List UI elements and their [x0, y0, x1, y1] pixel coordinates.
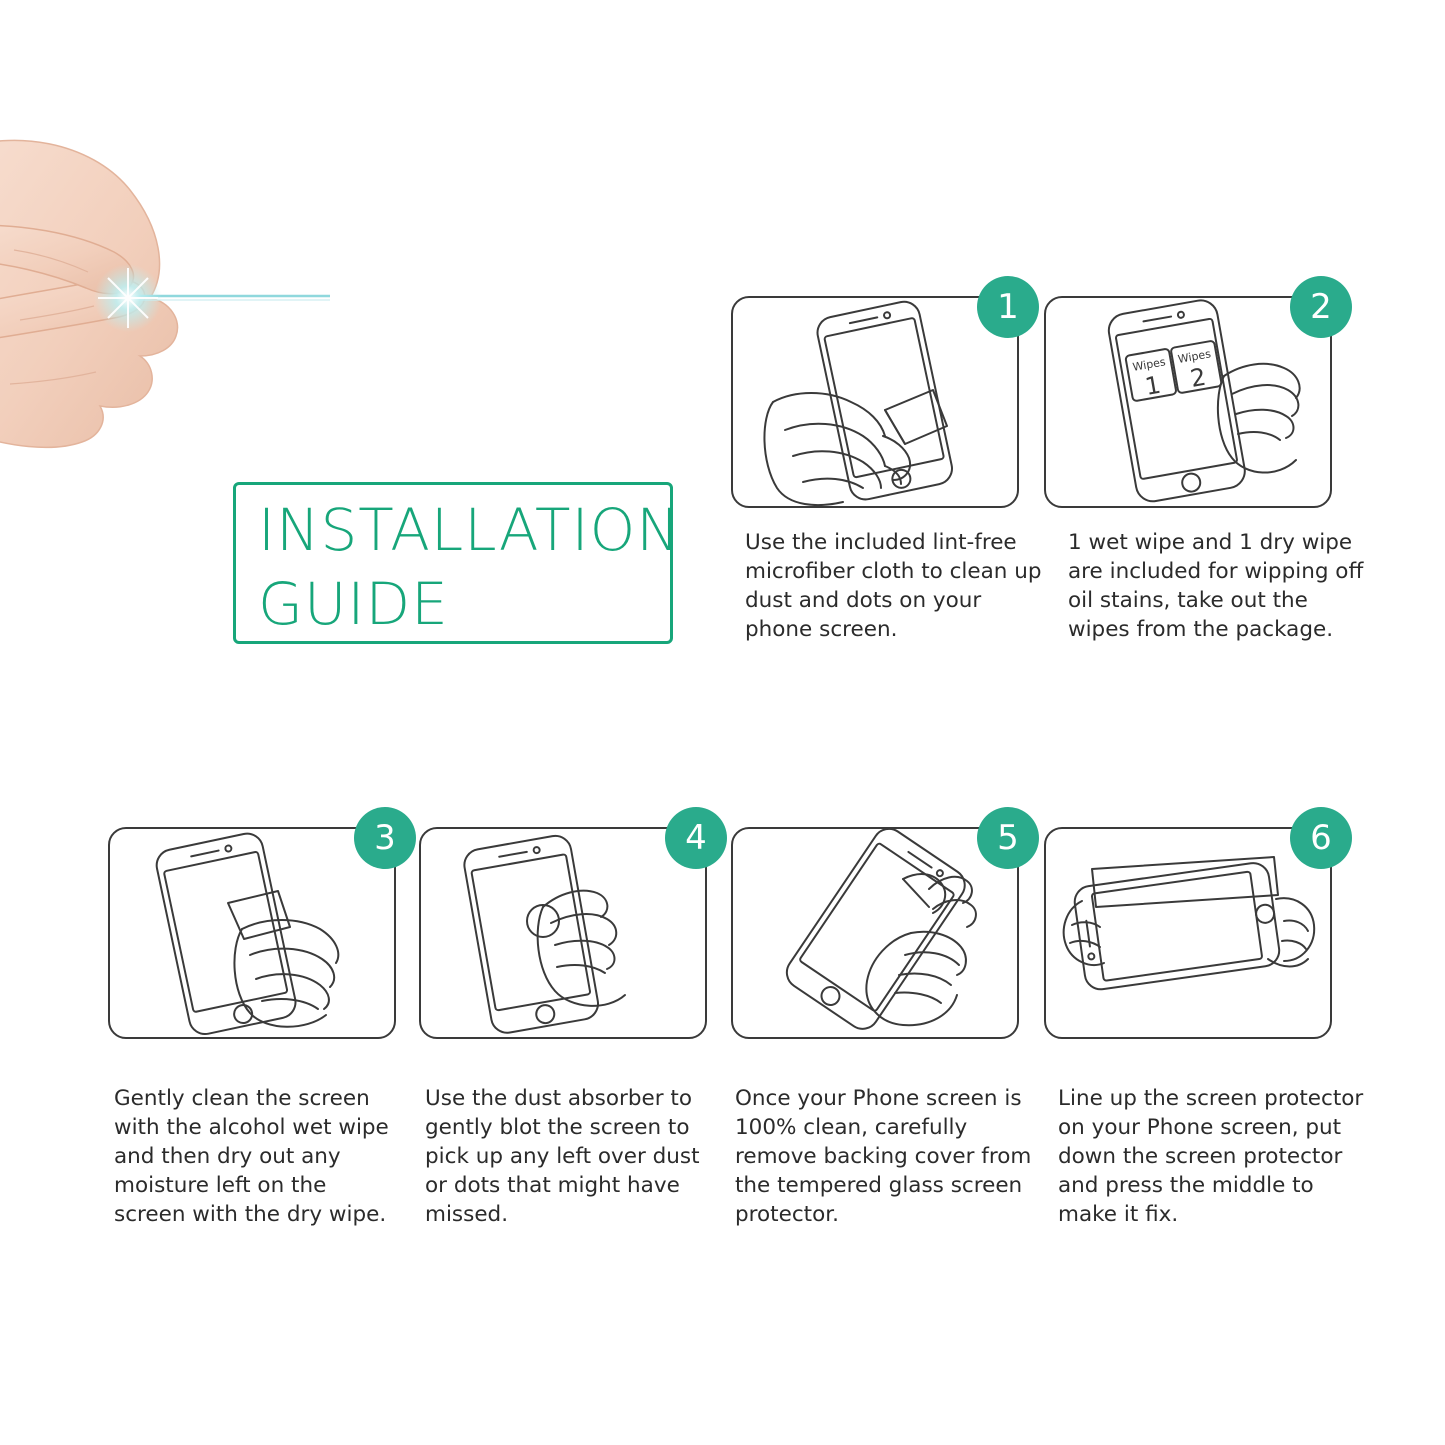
step-1-caption: Use the included lint-free microfiber cloth to clean up dust and dots on your phone screen. — [745, 530, 1042, 642]
step-5-caption: Once your Phone screen is 100% clean, carefully remove backing cover from the tempered glass screen protector. — [735, 1086, 1032, 1227]
step-6-illustration-frame — [1044, 818, 1332, 1039]
step-3-illustration-frame — [108, 818, 396, 1039]
svg-text:Wipes: Wipes — [1131, 355, 1167, 374]
step-1-number-badge: 1 — [977, 276, 1039, 338]
step-4-illustration-frame — [419, 818, 707, 1039]
step-2-illustration-frame — [1044, 287, 1332, 508]
step-4-caption: Use the dust absorber to gently blot the screen to pick up any left over dust or dots that might have missed. — [425, 1086, 700, 1227]
step-3-number-badge: 3 — [354, 807, 416, 869]
step-6-number-badge: 6 — [1290, 807, 1352, 869]
dust-absorber-sticker-on-phone-icon — [421, 829, 705, 1037]
hand-cleaning-phone-with-wet-wipe-icon — [110, 829, 394, 1037]
page-title-line-1: INSTALLATION — [258, 496, 681, 564]
step-4-number-badge: 4 — [665, 807, 727, 869]
page-title-line-2: GUIDE — [258, 570, 449, 638]
step-1-illustration-frame — [731, 287, 1019, 508]
page-title — [258, 493, 681, 641]
page-title-box — [233, 482, 681, 644]
step-5-illustration-frame — [731, 818, 1019, 1039]
wet-and-dry-wipe-packets-icon — [1046, 298, 1330, 506]
peeling-backing-cover-from-glass-icon — [733, 829, 1017, 1037]
step-card-2 — [1044, 287, 1364, 642]
step-2-caption: 1 wet wipe and 1 dry wipe are included for wipping off oil stains, take out the wipes from the package. — [1068, 530, 1364, 642]
step-card-4 — [419, 818, 707, 1227]
step-6-caption: Line up the screen protector on your Phone screen, put down the screen protector and press the middle to make it fix. — [1058, 1086, 1364, 1227]
step-5-number-badge: 5 — [977, 807, 1039, 869]
svg-text:Wipes: Wipes — [1176, 347, 1212, 366]
step-2-number-badge: 2 — [1290, 276, 1352, 338]
step-card-5 — [731, 818, 1032, 1227]
step-card-3 — [108, 818, 396, 1227]
step-card-1 — [731, 287, 1042, 642]
svg-text:1: 1 — [1142, 370, 1163, 401]
step-card-6 — [1044, 818, 1364, 1227]
step-3-caption: Gently clean the screen with the alcohol wet wipe and then dry out any moisture left on the screen with the dry wipe. — [114, 1086, 389, 1227]
svg-text:2: 2 — [1188, 362, 1209, 393]
hand-wiping-phone-with-cloth-icon — [733, 298, 1017, 506]
aligning-protector-on-phone-icon — [1046, 829, 1330, 1037]
